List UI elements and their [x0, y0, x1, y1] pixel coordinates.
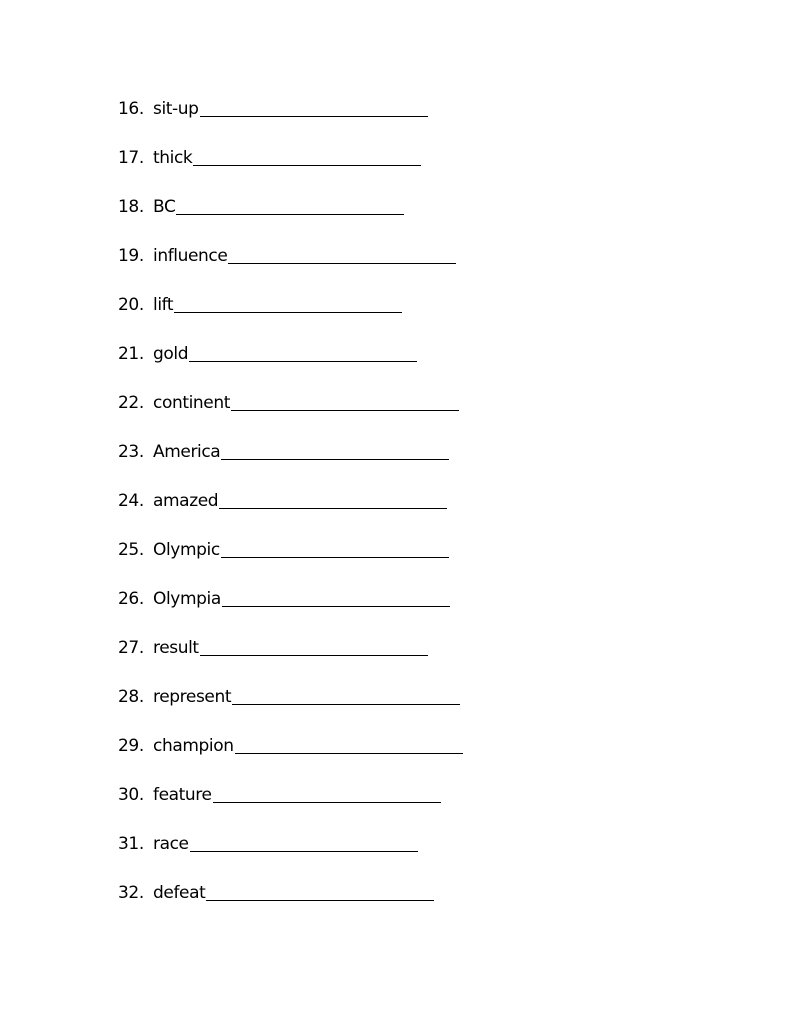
item-word: race — [153, 834, 189, 854]
answer-blank[interactable] — [206, 880, 434, 901]
item-word: amazed — [153, 491, 219, 511]
worksheet-item-29 — [118, 733, 718, 782]
answer-blank[interactable] — [174, 292, 402, 313]
worksheet-item-32 — [118, 880, 718, 929]
item-word: America — [153, 442, 221, 462]
item-number: 23. — [118, 442, 144, 462]
worksheet-item-23 — [118, 439, 718, 488]
answer-blank[interactable] — [235, 733, 463, 754]
worksheet-item-26 — [118, 586, 718, 635]
item-number: 28. — [118, 687, 144, 707]
item-word: influence — [153, 246, 228, 266]
answer-blank[interactable] — [219, 488, 447, 509]
answer-blank[interactable] — [200, 635, 428, 656]
item-word: gold — [153, 344, 189, 364]
item-number: 24. — [118, 491, 144, 511]
answer-blank[interactable] — [231, 390, 459, 411]
item-number: 27. — [118, 638, 144, 658]
item-word: lift — [153, 295, 174, 315]
worksheet-item-27 — [118, 635, 718, 684]
item-number: 21. — [118, 344, 144, 364]
worksheet-item-20 — [118, 292, 718, 341]
worksheet-item-19 — [118, 243, 718, 292]
item-word: represent — [153, 687, 232, 707]
answer-blank[interactable] — [200, 96, 428, 117]
item-number: 29. — [118, 736, 144, 756]
item-number: 26. — [118, 589, 144, 609]
item-word: sit-up — [153, 99, 199, 119]
answer-blank[interactable] — [228, 243, 456, 264]
item-number: 16. — [118, 99, 144, 119]
worksheet-item-25 — [118, 537, 718, 586]
item-number: 19. — [118, 246, 144, 266]
item-number: 25. — [118, 540, 144, 560]
answer-blank[interactable] — [221, 439, 449, 460]
worksheet-item-18 — [118, 194, 718, 243]
item-word: thick — [153, 148, 193, 168]
item-word: continent — [153, 393, 230, 413]
item-number: 17. — [118, 148, 144, 168]
worksheet-item-31 — [118, 831, 718, 880]
answer-blank[interactable] — [193, 145, 421, 166]
answer-blank[interactable] — [222, 586, 450, 607]
answer-blank[interactable] — [189, 341, 417, 362]
answer-blank[interactable] — [190, 831, 418, 852]
item-word: feature — [153, 785, 212, 805]
answer-blank[interactable] — [176, 194, 404, 215]
item-number: 32. — [118, 883, 144, 903]
worksheet-item-22 — [118, 390, 718, 439]
vocabulary-worksheet — [118, 96, 718, 929]
answer-blank[interactable] — [221, 537, 449, 558]
worksheet-item-28 — [118, 684, 718, 733]
item-word: champion — [153, 736, 234, 756]
item-number: 30. — [118, 785, 144, 805]
worksheet-item-24 — [118, 488, 718, 537]
worksheet-item-17 — [118, 145, 718, 194]
answer-blank[interactable] — [232, 684, 460, 705]
item-word: result — [153, 638, 199, 658]
item-number: 18. — [118, 197, 144, 217]
item-word: BC — [153, 197, 176, 217]
item-number: 31. — [118, 834, 144, 854]
worksheet-item-16 — [118, 96, 718, 145]
item-number: 20. — [118, 295, 144, 315]
answer-blank[interactable] — [213, 782, 441, 803]
worksheet-item-21 — [118, 341, 718, 390]
item-number: 22. — [118, 393, 144, 413]
item-word: Olympia — [153, 589, 221, 609]
worksheet-item-30 — [118, 782, 718, 831]
item-word: Olympic — [153, 540, 220, 560]
item-word: defeat — [153, 883, 206, 903]
